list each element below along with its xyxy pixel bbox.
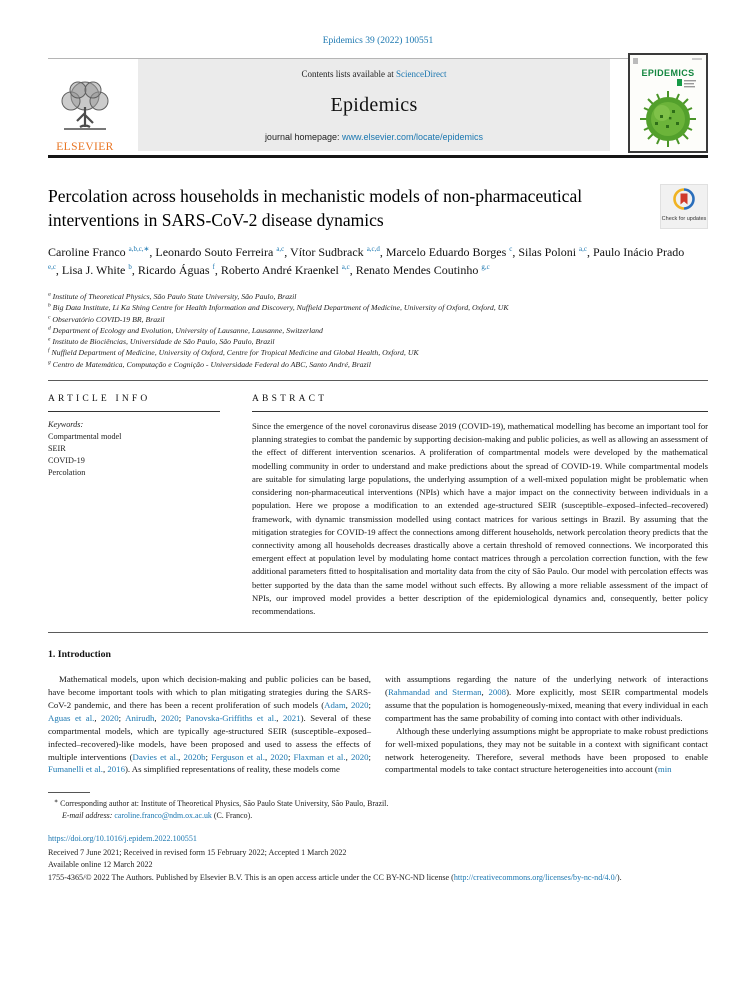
keyword-item: COVID-19: [48, 456, 85, 466]
abstract-text: Since the emergence of the novel coronavirus disease 2019 (COVID-19), mathematical modelling has become an important tool for planning strategies to combat the pandemic by supporting decision-making and public policies, as well as allowing an assessment of the effect of different intervention scenarios. A proliferation of compartmental models were developed by the mathematical modelling community in order to understand and make predictions about the spread of COVID-19. While compartmental models are suitable for simulating large populations, the underlying assumption of a well-mixed population might be problematic when considering non-pharmaceutical interventions (NPIs) which have a major impact on the connectivity between individuals in a population. Here we propose a modification to an extended age-structured SEIR (susceptible–exposed–infected–recovered) framework, with dynamic transmission modelled using contact matrices for various settings in Brazil. By assuming that the mitigation strategies for COVID-19 affect the connections among different households, network percolation theory predicts that the connectivity among all households decreases drastically above a certain threshold of removed connections. We incorporated this emergent effect at population level by modulating home contact matrices through a percolation correction function, with the few additional parameters fitted to hospitalisation and mortality data from the city of São Paulo. Our model with percolation effects was better supported by the data than the same model without such effects. By allowing a more reliable assessment of the impact of NPIs, our improved model provides a better description of the epidemiological dynamics and, consequently, better policy recommendations.: [252, 421, 708, 616]
affiliation-item: $^a$ Institute of Theoretical Physics, São Paulo State University, São Paulo, Brazil: [48, 291, 297, 301]
keyword-item: SEIR: [48, 444, 66, 454]
heading-rule: [252, 411, 708, 412]
contents-line[interactable]: Contents lists available at ScienceDirect: [301, 69, 447, 79]
elsevier-tree-icon: [56, 79, 114, 140]
masthead: [48, 58, 708, 153]
received-dates: Received 7 June 2021; Received in revised form 15 February 2022; Accepted 1 March 2022: [48, 847, 347, 857]
license-line: 1755-4365/© 2022 The Authors. Published by Elsevier B.V. This is an open access article under the CC BY-NC-ND license (http://creativecommons.org/licenses/by-nc-nd/4.0/).: [48, 872, 622, 882]
abstract-column: [252, 394, 708, 618]
homepage-line[interactable]: journal homepage: www.elsevier.com/locate/epidemics: [264, 132, 484, 142]
affiliation-item: $^e$ Instituto de Biociências, Universidade de São Paulo, São Paulo, Brazil: [48, 336, 275, 347]
abstract-heading: ABSTRACT: [252, 394, 328, 405]
available-online: Available online 12 March 2022: [48, 860, 153, 870]
affiliation-item: $^c$ Observatório COVID-19 BR, Brazil: [48, 314, 165, 324]
footnote-block: [48, 792, 708, 821]
footer-block: [48, 833, 708, 884]
article-title: Percolation across households in mechanistic models of non-pharmaceutical interventions in SARS-CoV-2 disease dynamics: [48, 186, 583, 230]
keywords-label: Keywords:: [48, 420, 84, 430]
affiliations-list: [48, 291, 708, 370]
section-heading-introduction: 1. Introduction: [48, 649, 111, 661]
intro-paragraph: with assumptions regarding the nature of the underlying network of interactions (Rahmandad and Sterman, 2008). More explicitly, most SEIR compartmental models assume that the population is homogeneously-mixed, meaning that every individual in each compartment has the same probability of coming into contact with other individuals.: [385, 674, 708, 723]
footnote-rule: [48, 792, 90, 793]
check-updates-icon: [673, 197, 695, 214]
section-divider: [48, 632, 708, 633]
elsevier-wordmark: ELSEVIER: [56, 141, 114, 153]
intro-paragraph: Mathematical models, upon which decision-making and public policies can be based, have become important tools with which to plan mitigating strategies during the SARS-CoV-2 pandemic, and there has been a recent proliferation of such models (Adam, 2020; Aguas et al., 2020; Anirudh, 2020; Panovska-Griffiths et al., 2021). Several of these compartmental models, which are typically age-structured SEIR (susceptible–exposed–infected–recovered)-like models, have been proposed and used to assess the effects of multiple interventions (Davies et al., 2020b; Ferguson et al., 2020; Flaxman et al., 2020; Fumanelli et al., 2016). As simplified representations of reality, these models come: [48, 674, 371, 775]
affiliation-item: $^b$ Big Data Institute, Li Ka Shing Centre for Health Information and Discovery, Nuffield Department of Medicine, University of Oxford, Oxford, UK: [48, 302, 509, 313]
journal-title: Epidemics: [330, 94, 418, 116]
affiliation-item: $^d$ Department of Ecology and Evolution, University of Lausanne, Lausanne, Switzerland: [48, 325, 323, 335]
intro-paragraph: Although these underlying assumptions might be appropriate to make robust predictions for well-mixed populations, they may not be suitable in a context with significant contact network heterogeneity. Therefore, several methods have been proposed to enable compartmental models to take contact structure heterogeneities into account (min: [385, 725, 708, 775]
email-address-line[interactable]: E-mail address: caroline.franco@ndm.ox.ac.uk (C. Franco).: [62, 810, 253, 820]
corresponding-author-note: ∗ Corresponding author at: Institute of Theoretical Physics, São Paulo State University, São Paulo, Brazil.: [54, 799, 389, 809]
doi-link[interactable]: https://doi.org/10.1016/j.epidem.2022.100551: [48, 834, 197, 844]
body-column-right: [385, 673, 708, 776]
body-column-left: [48, 673, 371, 776]
keyword-item: Percolation: [48, 468, 86, 478]
cover-journal-name: EPIDEMICS: [641, 68, 695, 78]
elsevier-logo[interactable]: [48, 59, 124, 153]
affiliation-item: $^f$ Nuffield Department of Medicine, University of Oxford, Centre for Tropical Medicine and Global Health, Oxford, UK: [48, 347, 419, 358]
journal-citation-link[interactable]: Epidemics 39 (2022) 100551: [322, 36, 434, 46]
check-updates-label: Check for updates: [661, 216, 707, 222]
header-divider: [48, 155, 708, 158]
heading-rule: [48, 411, 220, 412]
article-info-column: [48, 394, 220, 618]
check-updates-badge[interactable]: [660, 184, 708, 229]
journal-cover-thumbnail[interactable]: [628, 53, 708, 153]
affiliation-item: $^g$ Centro de Matemática, Computação e Cognição - Universidade Federal do ABC, Santo André, Brazil: [48, 359, 371, 369]
journal-info-box: [138, 59, 610, 151]
authors-line[interactable]: Caroline Franco $^{a,b,c,∗}$, Leonardo Souto Ferreira $^{a,c}$, Vítor Sudbrack $^{a,c,d}$, Marcelo Eduardo Borges $^c$, Silas Poloni $^{a,c}$, Paulo Inácio Prado $^{e,c}$, Lisa J. White $^b$, Ricardo Águas $^f$, Roberto André Kraenkel $^{a,c}$, Renato Mendes Coutinho $^{g,c}$: [48, 245, 685, 277]
article-info-heading: ARTICLE INFO: [48, 394, 151, 405]
keyword-item: Compartmental model: [48, 432, 122, 442]
body-columns: [48, 673, 708, 776]
